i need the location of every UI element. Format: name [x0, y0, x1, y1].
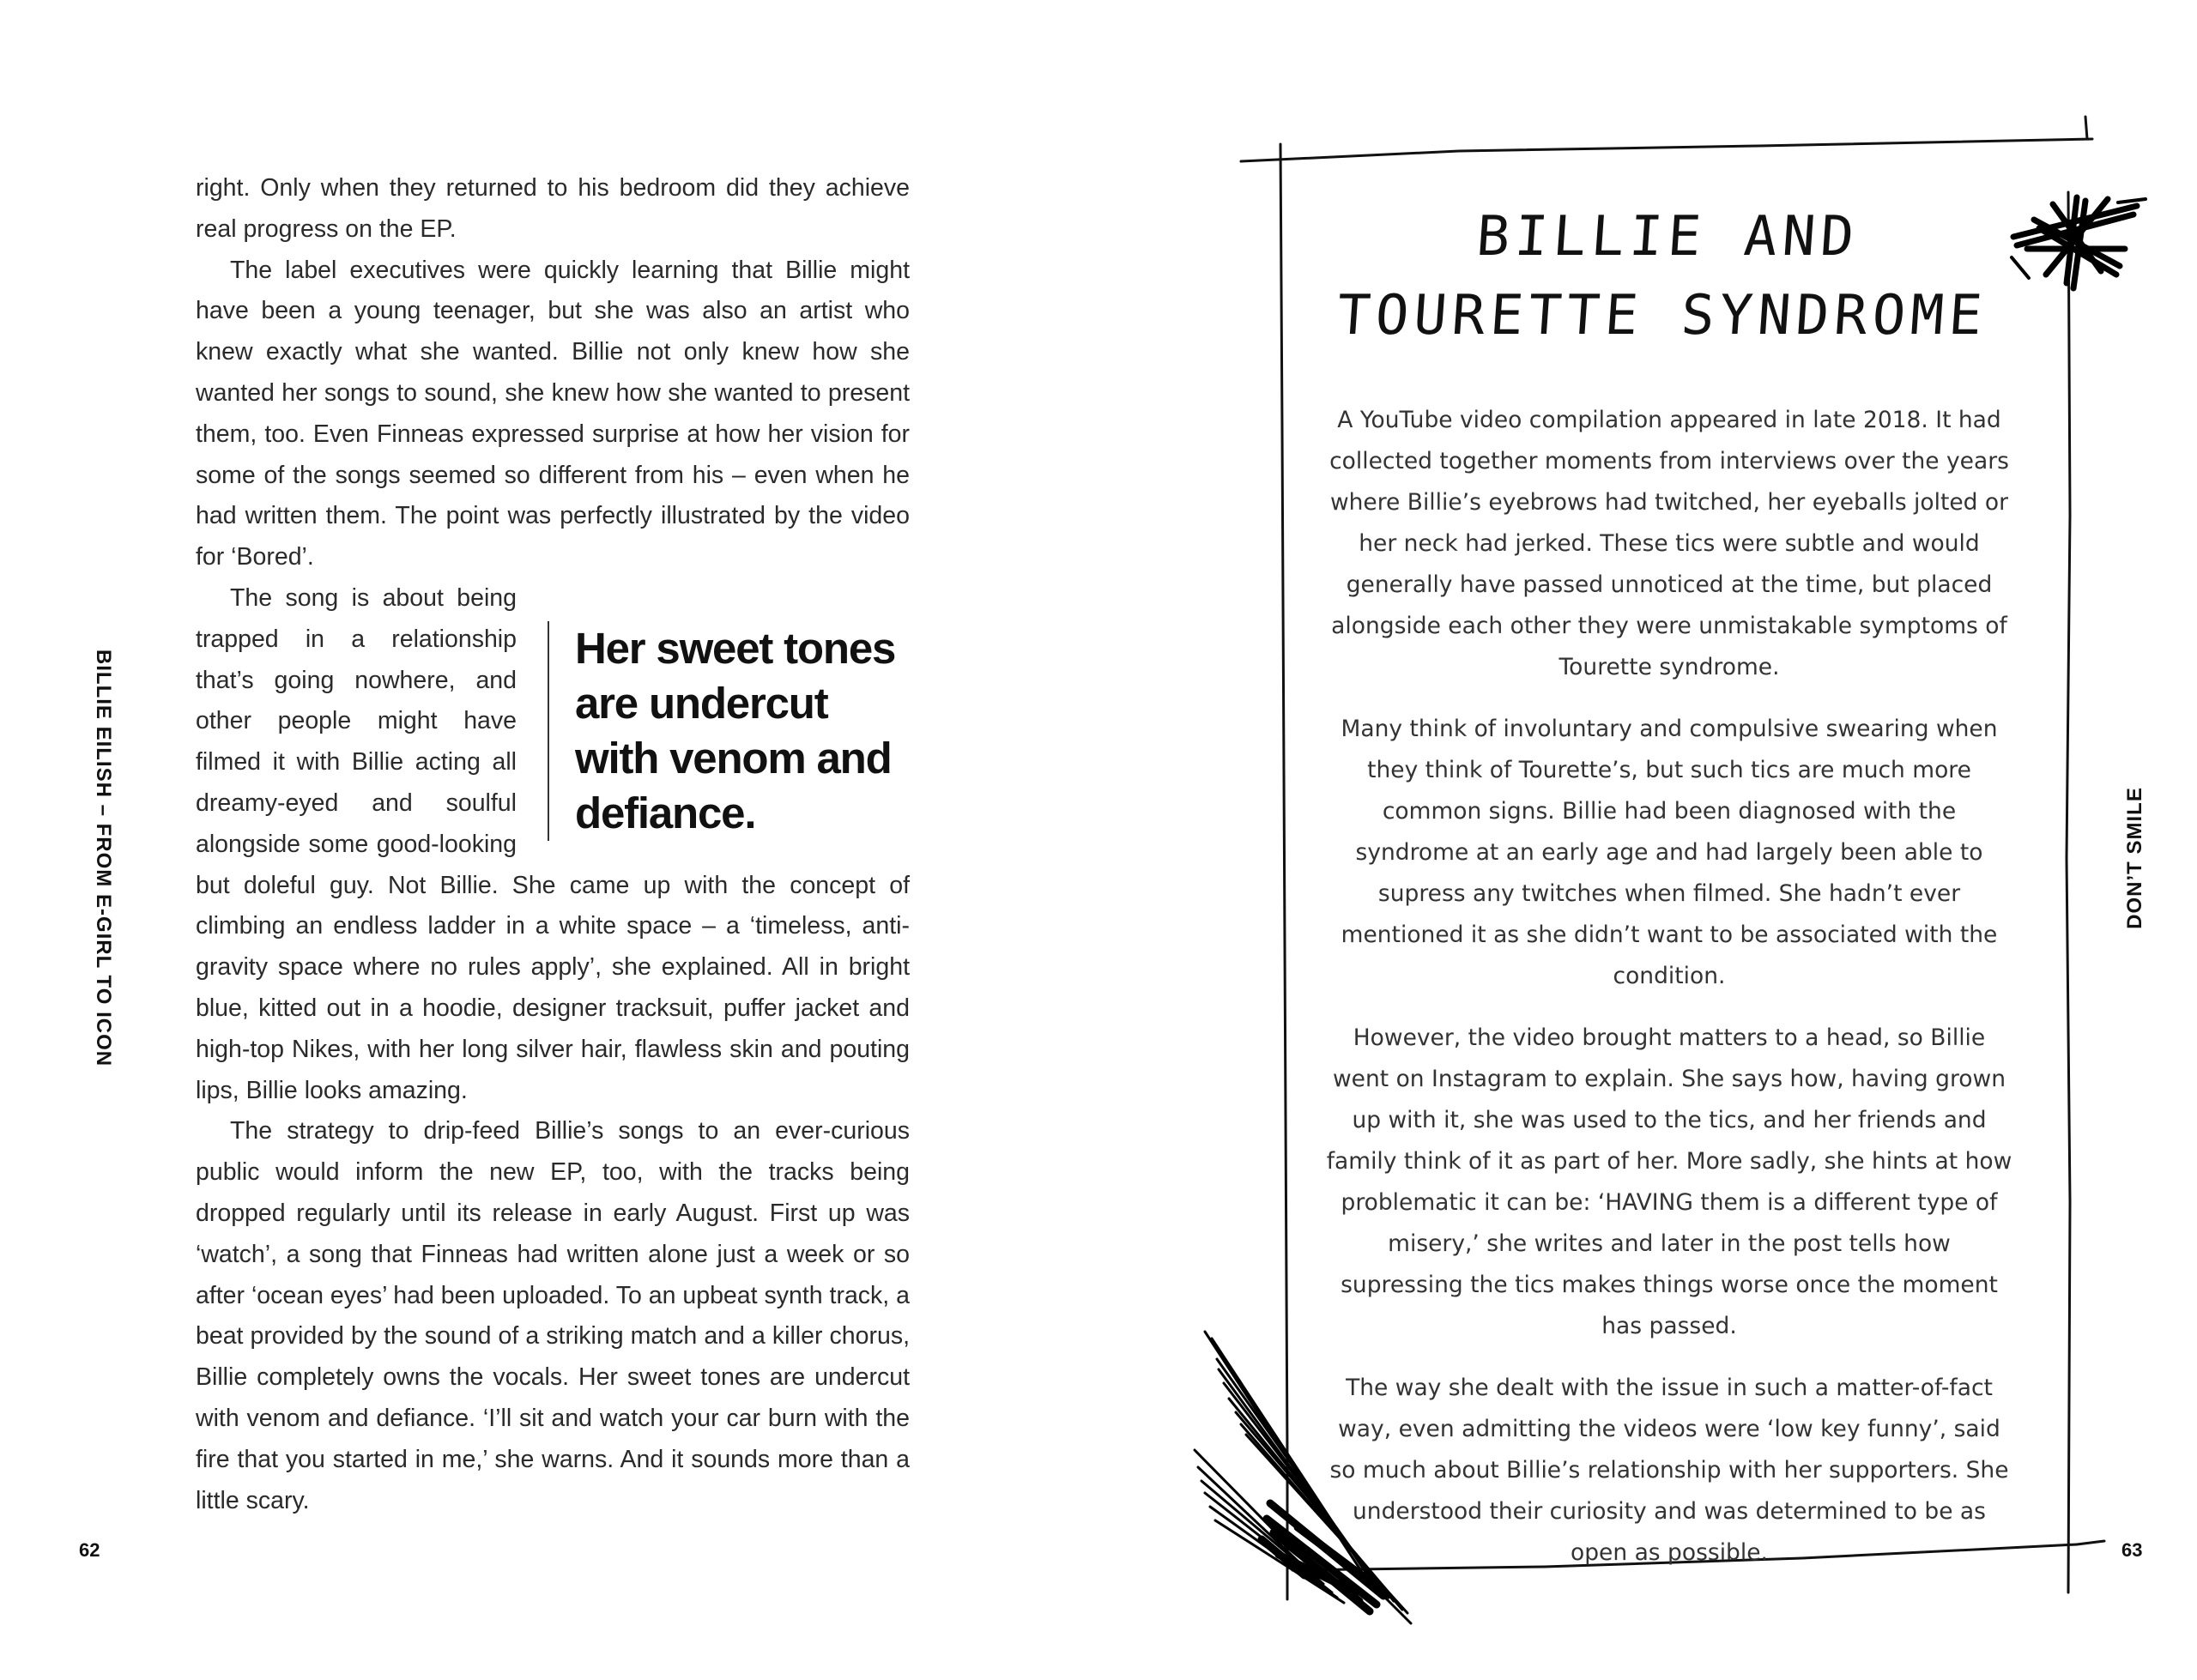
page-number-right: 63: [2121, 1539, 2143, 1561]
body-paragraph-1: right. Only when they returned to his bedroom did they achieve real progress on the EP.: [196, 174, 910, 243]
body-paragraph-4: The strategy to drip-feed Billie’s songs to an ever-curious public would inform the new EP, too, with the tracks being dropped regularly until its release in early August. First up was ‘watch’, a song that Finneas had written alone just a week or so after ‘ocean eyes’ had been uploaded. To an upbeat synth track, a beat provided by the sound of a striking match and a killer chorus, Billie completely owns the vocals. Her sweet tones are undercut with venom and defiance. ‘I’ll sit and watch your car burn with the fire that you started in me,’ she warns. And it sounds more than a little scary.: [196, 1117, 910, 1514]
box-paragraph-3: However, the video brought matters to a head, so Billie went on Instagram to explain. She says how, having grown up with it, she was used to the tics, and her friends and family think of it as part of her. More sadly, she hints at how problematic it can be: ‘HAVING them is a different type of misery,’ she writes and later in the post tells how supressing the tics makes things worse once the moment has passed.: [1326, 1024, 2012, 1339]
box-paragraph-1: A YouTube video compilation appeared in late 2018. It had collected together moments from interviews over the years where Billie’s eyebrows had twitched, her eyeballs jolted or her neck had jerked. These tics were subtle and would generally have passed unnoticed at the time, but placed alongside each other they were unmistakable symptoms of Tourette syndrome.: [1329, 407, 2009, 680]
body-paragraph-2: The label executives were quickly learning that Billie might have been a young teenager, but she was also an artist who knew exactly what she wanted. Billie not only knew how she wanted her songs to sound, she knew how she wanted to present them, too. Even Finneas expressed surprise at how her vision for some of the songs seemed so different from his – even when he had written them. The point was perfectly illustrated by the video for ‘Bored’.: [196, 256, 910, 571]
running-head-left: BILLIE EILISH – FROM E-GIRL TO ICON: [92, 649, 115, 1067]
box-body: [1326, 400, 2012, 1594]
box-paragraph-4: The way she dealt with the issue in such a matter-of-fact way, even admitting the videos were ‘low key funny’, said so much about Billie’s relationship with her supporters. She understood their curiosity and was determined to be as open as possible.: [1329, 1375, 2009, 1566]
box-title: [1334, 197, 1997, 355]
box-title-line-1: BILLIE AND: [1474, 205, 1861, 269]
page-number-left: 62: [79, 1539, 100, 1561]
pull-quote: Her sweet tones are undercut with venom and defiance.: [548, 621, 910, 841]
star-scribble-icon: [2013, 197, 2137, 288]
box-title-line-2: TOURETTE SYNDROME: [1335, 284, 1989, 347]
running-head-right: DON’T SMILE: [2123, 787, 2146, 929]
box-paragraph-2: Many think of involuntary and compulsive swearing when they think of Tourette’s, but such tics are much more common signs. Billie had been diagnosed with the syndrome at an early age and had largely been able to supress any twitches when filmed. She hadn’t ever mentioned it as she didn’t want to be associated with the condition.: [1341, 716, 1998, 989]
body-paragraph-3: The song is about being trapped in a relationship that’s going nowhere, and other people might have filmed it with Billie acting all dreamy-eyed and soulful alongside some good-looking but doleful guy. Not Billie. She came up with the concept of climbing an endless ladder in a white space – a ‘timeless, anti-gravity space where no rules apply’, she explained. All in bright blue, kitted out in a hoodie, designer tracksuit, puffer jacket and high-top Nikes, with her long silver hair, flawless skin and pouting lips, Billie looks amazing.: [196, 583, 910, 1104]
